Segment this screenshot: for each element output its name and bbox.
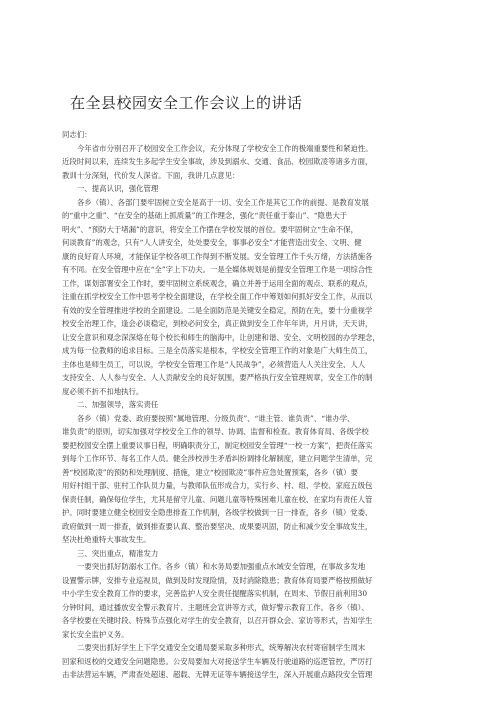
paragraph-line: 各学校要在关键时段、特殊节点强化对学生的安全教育，以召开群众会、家访等形式，告知学生	[62, 616, 373, 625]
paragraph-line: 有效的安全管理推进学校的全面建设。二是全面防范是关键安全稳定，预防在先，要十分重视学	[62, 305, 373, 315]
paragraph-line: 明火”、“预防大于堵漏”的意识，将安全工作摆在学校发展的首位。要牢固树立“生命不保，	[62, 224, 358, 234]
paragraph-line: 主体也是师生员工，可以说，学校安全管理工作是“人民战争”，必须营造人人关注安全、人人	[62, 359, 366, 369]
paragraph-line: 谁负责”的原则，切实加强对学校安全工作的领导、协调、监督和检查。教育体育局、各级学校	[62, 427, 369, 436]
paragraph-line: 一要突出抓好防溺水工作。各乡（镇）和水务局要加强重点水域安全管理，在事故多发地	[77, 562, 366, 571]
paragraph-line: 支持安全、人人参与安全、人人贡献安全的良好氛围，要严格执行安全管理规章，安全工作的制	[62, 373, 373, 382]
paragraph-line: 成为每一位教师的追求目标。三是全员落实是根本，学校安全管理工作的对象是广大师生员工，	[62, 346, 373, 355]
paragraph-line: 工作，谋划部署安全工作时，要牢固树立系统观念，确立并善于运用全面的观点、联系的观点，	[62, 278, 373, 288]
paragraph-line: 要把校园安全摆上重要议事日程，明确职责分工，制定校园安全管理“一校一方案”，把责任落实	[62, 440, 373, 450]
paragraph-line: 坚决杜绝重特大事故发生。	[62, 535, 151, 544]
paragraph-line: 善“校园欺凌”的预防和处理制度、措施，建立“校园欺凌”事件应急处置预案，各乡（镇）要	[62, 467, 358, 477]
paragraph-line: 教训十分深刻，代价发人深省。下面，我讲几点意见：	[62, 170, 240, 180]
paragraph-line: 一、提高认识，强化管理	[77, 184, 159, 193]
paragraph-line: 二要突出抓好学生上下学交通安全交通局要采取多种形式，统筹解决农村寄宿制学生周末	[77, 643, 366, 652]
document-body	[62, 128, 440, 682]
paragraph-line: 政府做到一周一排查，做到排查要认真、整治要坚决、成果要巩固，防止和减少安全事故发生，	[62, 521, 373, 531]
paragraph-line: 今年省市分别召开了校园安全工作会议，充分体现了学校安全工作的极端重要性和紧迫性。	[77, 143, 373, 153]
paragraph-line: 何谈教育”的观念，只有“人人讲安全，处处要安全，事事必安全”才能营造出安全、文明、健	[62, 238, 362, 247]
paragraph-line: 三、突出重点，精准发力	[77, 548, 159, 558]
paragraph-line: 的“重中之重”、“在安全的基础上抓质量”的工作理念，强化“责任重于泰山”、“隐患大于	[62, 211, 348, 220]
paragraph-line: 近段时间以来，连续发生多起学生安全事故，涉及到溺水、交通、食品、校园欺凌等诸多方面，	[62, 157, 373, 166]
paragraph-line: 有不同。在安全管理中应在“全”字上下功夫。一是全媒体规划是前提安全管理工作是一项综合性	[62, 265, 373, 274]
paragraph-line: 护。同时要建立健全校园安全隐患排查工作机制，各级学校做到一日一排查，各乡（镇）党委、	[62, 508, 373, 517]
paragraph-line: 各乡（镇）党委、政府要按照“属地管理、分级负责”、“谁主管、谁负责”、“谁办学、	[77, 413, 355, 423]
paragraph-line: 回家和返校的交通安全问题隐患。公安局要加大对接送学生车辆及行驶道路的巡逻管控，严厉打	[62, 656, 373, 666]
paragraph-line: 击非法营运车辆，严肃查处超速、超载、无牌无证等车辆接送学生，深入开展重点路段安全管理	[62, 670, 373, 679]
document-title: 在全县校园安全工作会议上的讲话	[70, 94, 303, 112]
paragraph-line: 家长安全监护义务。	[62, 629, 129, 639]
paragraph-line: 中小学生安全教育工作的要求，完善监护人安全责任提醒落实机制，在周末、节假日前利用30	[62, 589, 368, 598]
paragraph-line: 到每个工作环节、每名工作人员。健全涉校涉生矛盾纠纷调排化解制度，建立问题学生清单，完	[62, 454, 373, 463]
paragraph-line: 设置警示牌，安排专业巡视员，做到及时发现险情，及时消除隐患；教育体育局要严格按照做好	[62, 575, 373, 585]
paragraph-line: 让安全意识和观念深深烙在每个校长和师生的脑海中，让创建和谐、安全、文明校园的办学理念，	[62, 332, 380, 342]
paragraph-line: 各乡（镇）、各部门要牢固树立安全是高于一切、安全工作是其它工作的前提、是教育发展	[77, 197, 369, 207]
paragraph-line: 度必须不折不扣地执行。	[62, 386, 144, 396]
paragraph-line: 同志们：	[62, 130, 92, 139]
paragraph-line: 注重在抓学校安全工作中思考学校全面建设，在学校全面工作中筹划如何抓好安全工作，从而以	[62, 292, 373, 301]
paragraph-line: 二、加强领导，落实责任	[77, 400, 159, 409]
paragraph-line: 康的良好育人环境，才能保证学校各项工作得到不断发展。安全管理工作千头万绪，方法措施各	[62, 251, 373, 261]
paragraph-line: 校安全治理工作，逢会必谈稳定，到校必问安全，真正做到安全工作年年讲，月月讲，天天讲，	[62, 319, 373, 328]
paragraph-line: 用好村组干部、驻村工作队员力量，与教师队伍形成合力，实行乡、村、组、学校、家庭五级包	[62, 481, 373, 490]
paragraph-line: 保责任制，确保每位学生，尤其是留守儿童、问题儿童等特殊困难儿童在校、在家均有责任人管	[62, 494, 373, 504]
paragraph-line: 分钟时间，通过播放安全警示教育片、主题班会宣讲等方式，做好警示教育工作。各乡（镇）、	[62, 602, 369, 612]
